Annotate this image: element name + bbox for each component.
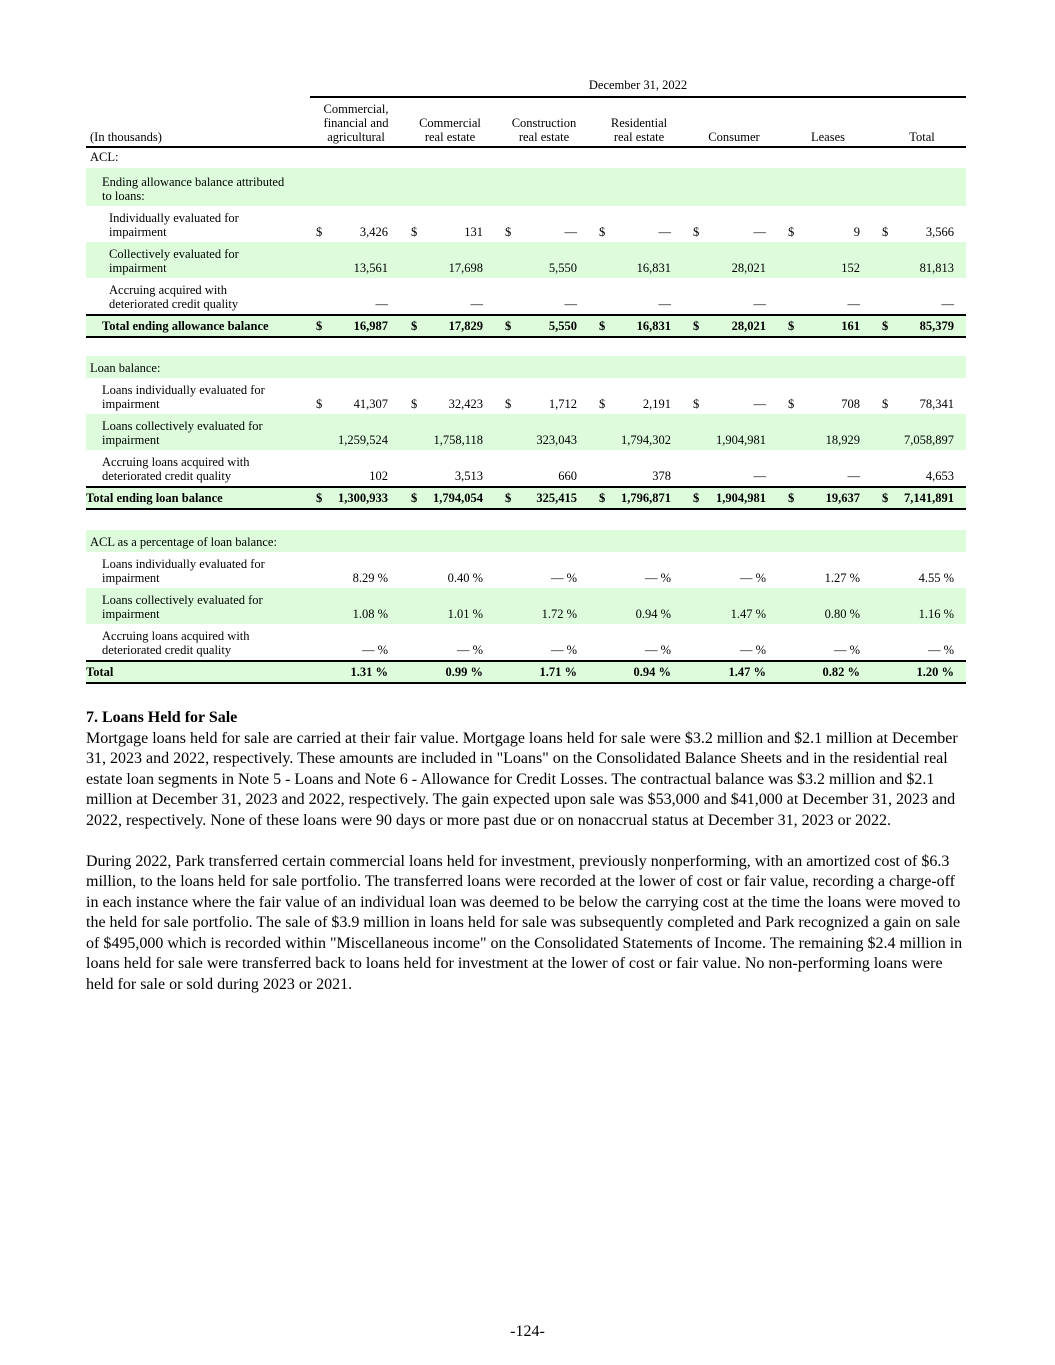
row-label (86, 593, 263, 621)
currency-symbol: $ (505, 397, 512, 411)
table-cell: 1.72 % (541, 607, 577, 621)
table-cell: — (658, 225, 671, 239)
currency-symbol: $ (693, 397, 700, 411)
currency-symbol: $ (788, 319, 795, 333)
row-label-line: Total ending loan balance (86, 491, 223, 505)
table-cell: — % (456, 643, 483, 657)
column-header-line: Construction (511, 116, 577, 130)
row-label-line: impairment (102, 397, 160, 411)
unit-label: (In thousands) (90, 130, 162, 144)
table-cell: — (847, 297, 860, 311)
row-label (86, 247, 239, 275)
row-label (86, 150, 118, 164)
table-cell: 4,653 (925, 469, 954, 483)
row-label-line: deteriorated credit quality (102, 643, 232, 657)
row-label-line: Loans individually evaluated for (102, 383, 265, 397)
currency-symbol: $ (693, 491, 700, 505)
section-title: 7. Loans Held for Sale (86, 709, 238, 726)
row-label (86, 665, 113, 679)
table-cell: 1,794,054 (433, 491, 483, 505)
currency-symbol: $ (599, 319, 606, 333)
row-label-line: Accruing acquired with (109, 283, 228, 297)
section-paragraph-1: Mortgage loans held for sale are carried at their fair value. Mortgage loans held for sale were $3.2 million and $2.1 million at December 31, 2023 and 2022, respectively. These amounts are included in "Loans" on the Consolidated Balance Sheets and in the residential real estate loan segments in Note 5 - Loans and Note 6 - Allowance for Credit Losses. The contractual balance was $3.2 million and $2.1 million at December 31, 2023 and 2022, respectively. The gain expected upon sale was $53,000 and $41,000 at December 31, 2023 and 2022, respectively. None of these loans were 90 days or more past due or on nonaccrual status at December 31, 2023 or 2022. (86, 729, 958, 829)
table-cell: 1,796,871 (621, 491, 671, 505)
row-label-line: impairment (109, 225, 167, 239)
row-label-line: ACL: (90, 150, 119, 164)
table-cell: 8.29 % (352, 571, 388, 585)
table-cell: 1,758,118 (433, 433, 483, 447)
currency-symbol: $ (411, 225, 418, 239)
table-cell: 3,566 (925, 225, 954, 239)
table-period-header: December 31, 2022 (310, 78, 966, 98)
column-header-line: Total (909, 130, 935, 144)
table-cell: — % (739, 571, 766, 585)
table-cell: 5,550 (548, 261, 577, 275)
row-label-line: deteriorated credit quality (102, 469, 232, 483)
table-cell: 102 (369, 469, 388, 483)
row-label (86, 557, 265, 585)
table-cell: — % (739, 643, 766, 657)
table-row (86, 147, 966, 167)
column-header-line: real estate (518, 130, 570, 144)
currency-symbol: $ (505, 491, 512, 505)
table-cell: 0.82 % (822, 665, 860, 679)
row-label (86, 319, 269, 333)
table-cell: 1,259,524 (338, 433, 388, 447)
table-cell: 708 (841, 397, 860, 411)
row-label-line: impairment (109, 261, 167, 275)
table-cell: 41,307 (353, 397, 388, 411)
row-label-line: impairment (102, 607, 160, 621)
row-label-line: impairment (102, 571, 160, 585)
row-label-line: Collectively evaluated for (109, 247, 239, 261)
currency-symbol: $ (411, 319, 418, 333)
row-label-line: Loan balance: (90, 361, 161, 375)
table-row (86, 660, 966, 684)
row-label-line: Loans collectively evaluated for (102, 593, 263, 607)
table-cell: 152 (841, 261, 860, 275)
table-cell: 1.01 % (447, 607, 483, 621)
table-row (86, 530, 966, 552)
row-label-line: Loans individually evaluated for (102, 557, 265, 571)
table-row (86, 278, 966, 314)
currency-symbol: $ (788, 397, 795, 411)
loans-held-for-sale-section (86, 708, 970, 995)
table-cell: — (564, 297, 577, 311)
currency-symbol: $ (599, 225, 606, 239)
table-cell: — (564, 225, 577, 239)
column-header-line: Leases (810, 130, 845, 144)
column-header (862, 130, 982, 144)
row-label (86, 361, 160, 375)
table-cell: 16,831 (636, 261, 671, 275)
table-cell: — (658, 297, 671, 311)
row-label-line: to loans: (102, 189, 145, 203)
row-label-line: Total (86, 665, 114, 679)
row-label-line: deteriorated credit quality (109, 297, 239, 311)
table-cell: 7,058,897 (904, 433, 954, 447)
row-label-line: Total ending allowance balance (102, 319, 269, 333)
table-cell: 28,021 (731, 261, 766, 275)
table-cell: 1.08 % (352, 607, 388, 621)
table-column-header (86, 102, 966, 148)
column-header-line: Residential (610, 116, 668, 130)
table-cell: 16,987 (353, 319, 388, 333)
currency-symbol: $ (882, 397, 889, 411)
row-label (86, 535, 277, 549)
table-cell: 0.40 % (447, 571, 483, 585)
table-cell: 1,712 (548, 397, 577, 411)
currency-symbol: $ (316, 225, 323, 239)
table-cell: 18,929 (825, 433, 860, 447)
row-label-line: Ending allowance balance attributed (102, 175, 285, 189)
table-cell: 9 (853, 225, 860, 239)
table-row (86, 242, 966, 278)
table-row (86, 450, 966, 486)
table-cell: 131 (464, 225, 483, 239)
row-label-line: ACL as a percentage of loan balance: (90, 535, 277, 549)
currency-symbol: $ (505, 225, 512, 239)
row-label (86, 419, 263, 447)
currency-symbol: $ (882, 319, 889, 333)
currency-symbol: $ (693, 319, 700, 333)
table-cell: 323,043 (536, 433, 577, 447)
column-header-line: Commercial, (323, 102, 389, 116)
table-cell: 0.94 % (633, 665, 671, 679)
table-cell: — (753, 225, 766, 239)
table-cell: 1.16 % (918, 607, 954, 621)
table-row (86, 414, 966, 450)
column-header-line: real estate (424, 130, 476, 144)
table-cell: — % (644, 643, 671, 657)
column-header-line: financial and (323, 116, 389, 130)
table-cell: — (753, 297, 766, 311)
table-cell: 17,698 (448, 261, 483, 275)
row-label (86, 491, 223, 505)
column-header-line: Consumer (708, 130, 760, 144)
row-label-line: Individually evaluated for (109, 211, 239, 225)
table-cell: — (753, 469, 766, 483)
table-cell: 1.47 % (728, 665, 766, 679)
table-cell: 1.71 % (539, 665, 577, 679)
table-cell: 1.47 % (730, 607, 766, 621)
table-cell: 3,513 (454, 469, 483, 483)
table-cell: 1,904,981 (716, 491, 766, 505)
row-label (86, 175, 284, 203)
table-cell: — (470, 297, 483, 311)
table-cell: 1,300,933 (338, 491, 388, 505)
row-label-line: Loans collectively evaluated for (102, 419, 263, 433)
table-cell: — (375, 297, 388, 311)
currency-symbol: $ (599, 491, 606, 505)
column-header-line: agricultural (327, 130, 385, 144)
table-cell: 4.55 % (918, 571, 954, 585)
currency-symbol: $ (411, 491, 418, 505)
table-row (86, 168, 966, 206)
table-cell: 32,423 (448, 397, 483, 411)
table-row (86, 624, 966, 660)
table-cell: — % (833, 643, 860, 657)
table-cell: 5,550 (548, 319, 577, 333)
table-cell: 0.94 % (635, 607, 671, 621)
currency-symbol: $ (316, 491, 323, 505)
table-cell: 78,341 (919, 397, 954, 411)
table-cell: 161 (841, 319, 860, 333)
table-cell: — (753, 397, 766, 411)
table-row (86, 314, 966, 338)
table-cell: 3,426 (359, 225, 388, 239)
table-cell: 81,813 (919, 261, 954, 275)
table-cell: 85,379 (919, 319, 954, 333)
currency-symbol: $ (693, 225, 700, 239)
table-row (86, 206, 966, 242)
currency-symbol: $ (316, 319, 323, 333)
currency-symbol: $ (882, 491, 889, 505)
table-cell: 16,831 (636, 319, 671, 333)
table-cell: 1,904,981 (716, 433, 766, 447)
column-header-line: Commercial (419, 116, 481, 130)
table-cell: — % (550, 643, 577, 657)
table-cell: 13,561 (353, 261, 388, 275)
row-label-line: impairment (102, 433, 160, 447)
table-cell: 378 (652, 469, 671, 483)
table-cell: 1.31 % (350, 665, 388, 679)
currency-symbol: $ (505, 319, 512, 333)
row-label (86, 211, 239, 239)
table-row (86, 486, 966, 510)
table-cell: 0.80 % (824, 607, 860, 621)
table-cell: — % (361, 643, 388, 657)
row-label (86, 283, 238, 311)
table-cell: 325,415 (536, 491, 577, 505)
row-label (86, 629, 250, 657)
currency-symbol: $ (788, 491, 795, 505)
table-cell: 17,829 (448, 319, 483, 333)
page-number: -124- (510, 1323, 545, 1340)
row-label (86, 383, 265, 411)
table-cell: — % (644, 571, 671, 585)
currency-symbol: $ (788, 225, 795, 239)
table-cell: — % (927, 643, 954, 657)
row-label-line: Accruing loans acquired with (102, 629, 250, 643)
row-label (86, 455, 250, 483)
table-cell: 2,191 (642, 397, 671, 411)
table-cell: 0.99 % (445, 665, 483, 679)
table-cell: 660 (558, 469, 577, 483)
table-cell: — (941, 297, 954, 311)
table-row (86, 552, 966, 588)
table-cell: 1,794,302 (621, 433, 671, 447)
currency-symbol: $ (411, 397, 418, 411)
section-paragraph-2: During 2022, Park transferred certain commercial loans held for investment, previously nonperforming, with an amortized cost of $6.3 million, to the loans held for sale portfolio. The transferred loans were recorded at the lower of cost or fair value, recording a charge-off in each instance where the fair value of an individual loan was deemed to be below the carrying cost at the time the loans were moved to the held for sale portfolio. The sale of $3.9 million in loans held for sale was subsequently completed and Park recognized a gain on sale of $495,000 which is recorded within "Miscellaneous income" on the Consolidated Statements of Income. The remaining $2.4 million in loans held for sale were transferred back to loans held for investment at the lower of cost or fair value. No non-performing loans were held for sale or sold during 2023 or 2021. (86, 852, 963, 993)
table-row (86, 356, 966, 378)
row-label-line: Accruing loans acquired with (102, 455, 250, 469)
table-cell: 28,021 (731, 319, 766, 333)
table-row (86, 378, 966, 414)
column-header-line: real estate (613, 130, 665, 144)
table-cell: — % (550, 571, 577, 585)
table-cell: 19,637 (825, 491, 860, 505)
currency-symbol: $ (316, 397, 323, 411)
currency-symbol: $ (882, 225, 889, 239)
table-cell: — (847, 469, 860, 483)
table-cell: 1.27 % (824, 571, 860, 585)
table-cell: 7,141,891 (904, 491, 954, 505)
table-row (86, 588, 966, 624)
table-cell: 1.20 % (916, 665, 954, 679)
currency-symbol: $ (599, 397, 606, 411)
